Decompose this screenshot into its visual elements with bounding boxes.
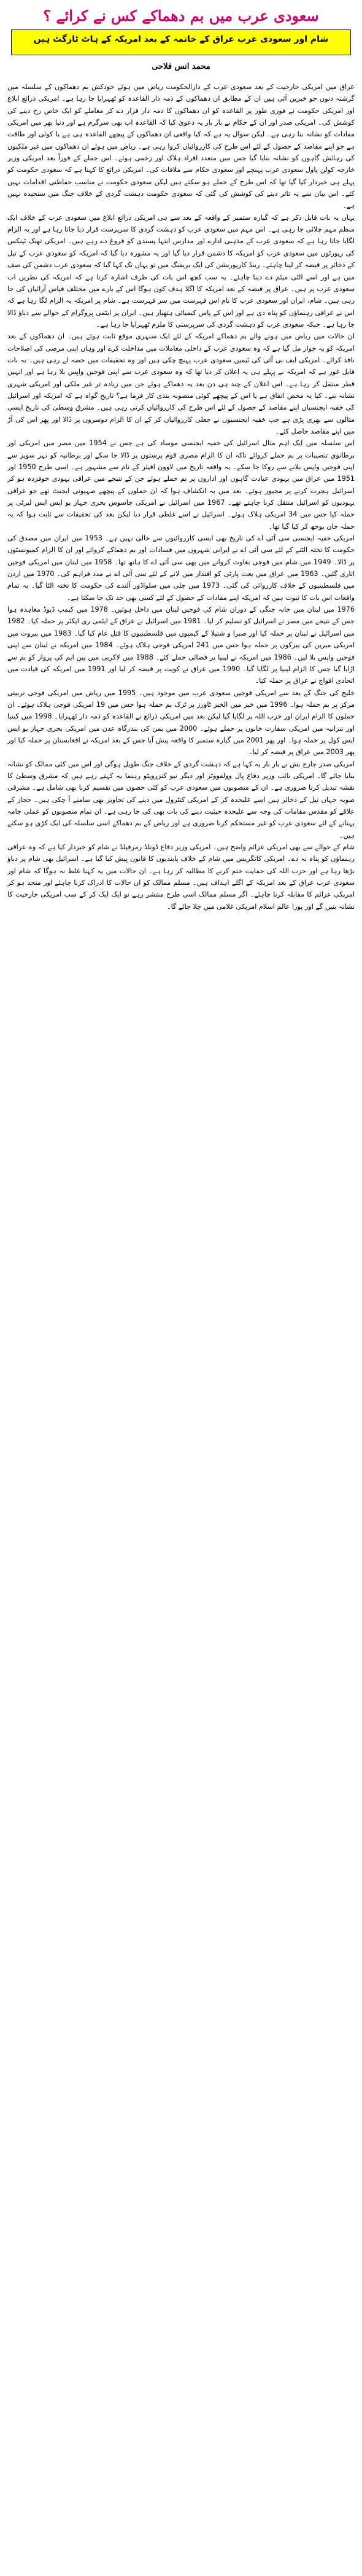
- article-paragraph: امریکی صدر جارج بش نے بار بار یہ کہا ہے کہ دہشت گردی کے خلاف جنگ طویل ہوگی اور اس میں کئی ممالک کو نشانہ بنایا جائے گا۔ امریکی نائب وزیر دفاع پال وولفووٹز اور دیگر نیو کنزرویٹو رہنما یہ کہتے رہے ہیں کہ مشرق وسطیٰ کا نقشہ تبدیل کرنا ضروری ہے۔ ان کے منصوبوں میں سعودی عرب کو کئی حصوں میں تقسیم کرنا بھی شامل ہے۔ مشرقی صوبہ جہاں تیل کے ذخائر ہیں اسے علیحدہ کر کے امریکی کنٹرول میں دینے کی تجاویز بھی سامنے آ چکی ہیں۔ حجاز کے علاقے کو مقدس مقامات کی وجہ سے علیحدہ حیثیت دینے کی بات بھی کی جا رہی ہے۔ ان تمام منصوبوں کو عملی جامہ پہنانے کے لئے سعودی عرب کو غیر مستحکم کرنا ضروری ہے اور ریاض کے بم دھماکے اسی سلسلہ کی ایک کڑی ہو سکتے ہیں۔: [7, 760, 355, 839]
- article-paragraph: ان حالات میں ریاض میں ہونے والے بم دھماکے امریکہ کے لئے ایک سنہری موقع ثابت ہوئے ہیں۔ ان دھماکوں کے بعد امریکہ کو یہ جواز مل گیا ہے کہ وہ سعودی عرب کے داخلی معاملات میں مداخلت کرے اور وہاں اپنی مرضی کی اصلاحات نافذ کرائے۔ امریکی ایف بی آئی کی ٹیمیں سعودی عرب پہنچ چکی ہیں اور وہ تحقیقات میں حصہ لے رہی ہیں۔ یہ بات قابل غور ہے کہ امریکہ نے پہلے ہی یہ اعلان کر دیا تھا کہ وہ سعودی عرب سے اپنی فوجیں واپس بلا رہا ہے اور انہیں قطر منتقل کر رہا ہے۔ اس اعلان کے چند ہی دن بعد یہ دھماکے ہوئے جن میں زیادہ تر غیر ملکی اور امریکی شہری نشانہ بنے۔ کیا یہ محض اتفاق ہے یا اس کے پیچھے کوئی منصوبہ بندی کار فرما ہے؟ تاریخ گواہ ہے کہ امریکہ اور اسرائیل کی خفیہ ایجنسیاں اپنے مقاصد کے حصول کے لئے اس طرح کی کارروائیاں کرتی رہی ہیں۔ مشرق وسطیٰ کی تاریخ ایسی مثالوں سے بھری پڑی ہے جب خفیہ ایجنسیوں نے جعلی کارروائیاں کر کے ان کا الزام دوسروں پر ڈالا اور پھر اس کی آڑ میں اپنے مقاصد حاصل کئے۔: [7, 332, 355, 435]
- article-byline: محمد انس فلاحی: [152, 62, 210, 71]
- article-paragraph: عراق میں امریکی جارحیت کے بعد سعودی عرب کے دارالحکومت ریاض میں ہوئے خودکش بم دھماکوں کے سلسلہ میں گزشتہ دنوں جو خبریں آئی ہیں ان کے مطابق ان دھماکوں کے ذمہ دار القاعدہ کو ٹھہرایا جا رہا ہے۔ امریکی ذرائع ابلاغ اور امریکی حکومت نے فوری طور پر القاعدہ کو ان دھماکوں کا ذمہ دار قرار دے کر معاملے کو ایک خاص رخ دینے کی کوشش کی۔ امریکی صدر اور ان کے حکام نے بار بار یہ دعویٰ کیا کہ القاعدہ اب بھی سرگرم ہے اور دنیا بھر میں امریکی مفادات کو نشانہ بنا رہی ہے۔ لیکن سوال یہ ہے کہ کیا واقعی ان دھماکوں کے پیچھے القاعدہ ہی ہے یا کوئی اور طاقت ہے جو اپنے مقاصد کے حصول کے لئے اس طرح کی کارروائیاں کروا رہی ہے۔ ریاض میں ہوئے ان دھماکوں میں غیر ملکیوں کی رہائش گاہوں کو نشانہ بنایا گیا جس میں متعدد افراد ہلاک اور زخمی ہوئے۔ اس حملے کے فوراً بعد امریکی وزیر خارجہ کولن پاول سعودی عرب پہنچے اور سعودی حکام سے ملاقات کی۔ امریکی ذرائع کا کہنا ہے کہ سعودی حکومت کو پہلے ہی خبردار کیا گیا تھا کہ اس طرح کے حملے ہو سکتے ہیں لیکن سعودی حکومت نے مناسب حفاظتی اقدامات نہیں کئے۔ اس بیان سے یہ تاثر دینے کی کوشش کی گئی کہ سعودی حکومت دہشت گردی کے خلاف جنگ میں سنجیدہ نہیں ہے۔: [7, 83, 355, 210]
- article-paragraph: 1976 میں لبنان میں خانہ جنگی کے دوران شام کی فوجیں لبنان میں داخل ہوئیں۔ 1978 میں کیمپ ڈیوڈ معاہدہ ہوا جس کے نتیجے میں مصر نے اسرائیل کو تسلیم کر لیا۔ 1981 میں اسرائیل نے عراق کے ایٹمی ری ایکٹر پر حملہ کیا۔ 1982 میں اسرائیل نے لبنان پر حملہ کیا اور صبرا و شتیلا کے کیمپوں میں فلسطینیوں کا قتل عام کیا گیا۔ 1983 میں بیروت میں امریکی میرین کی بیرکوں پر حملہ ہوا جس میں 241 امریکی فوجی ہلاک ہوئے۔ 1984 میں امریکہ نے لبنان سے اپنی فوجیں واپس بلا لیں۔ 1986 میں امریکہ نے لیبیا پر فضائی حملے کئے۔ 1988 میں لاکربی میں پین ایم کی پرواز کو بم سے اڑایا گیا جس کا الزام لیبیا پر لگایا گیا۔ 1990 میں عراق نے کویت پر قبضہ کر لیا اور 1991 میں امریکہ کی قیادت میں اتحادی افواج نے عراق پر حملہ کیا۔: [7, 605, 355, 685]
- article-headline: سعودی عرب میں بم دھماکے کس نے کرائے ؟: [43, 7, 319, 25]
- article-paragraph: امریکی خفیہ ایجنسی سی آئی اے کی تاریخ بھی ایسی کارروائیوں سے خالی نہیں ہے۔ 1953 میں ایران میں مصدق کی حکومت کا تختہ الٹنے کے لئے سی آئی اے نے ایرانی شہروں میں فسادات اور بم دھماکے کروائے اور ان کا الزام کمیونسٹوں پر ڈالا۔ 1949 میں شام میں فوجی بغاوت کروانے میں بھی سی آئی اے کا ہاتھ تھا۔ 1958 میں لبنان میں امریکی فوجیں اتاری گئیں۔ 1963 میں عراق میں بعث پارٹی کو اقتدار میں لانے کے لئے سی آئی اے نے مدد فراہم کی۔ 1970 میں اردن میں فلسطینیوں کے خلاف کارروائی کی گئی۔ 1973 میں چلی میں سلواڈور آلندے کی حکومت کا تختہ الٹا گیا۔ یہ تمام واقعات اس بات کا ثبوت ہیں کہ امریکہ اپنے مفادات کے حصول کے لئے کسی بھی حد تک جا سکتا ہے۔: [7, 534, 355, 602]
- article-paragraph: اس سلسلہ میں ایک اہم مثال اسرائیل کی خفیہ ایجنسی موساد کی ہے جس نے 1954 میں مصر میں امریکی اور برطانوی تنصیبات پر بم حملے کروائے تاکہ ان کا الزام مصری قوم پرستوں پر ڈالا جا سکے اور برطانیہ کو نہر سویز سے اپنی فوجیں واپس بلانے سے روکا جا سکے۔ یہ واقعہ تاریخ میں لاوون افیئر کے نام سے مشہور ہے۔ اسی طرح 1950 اور 1951 میں عراق میں یہودی عبادت گاہوں اور اداروں پر بم حملے ہوئے جن کے نتیجے میں عراقی یہودی خوفزدہ ہو کر اسرائیل ہجرت کرنے پر مجبور ہوئے۔ بعد میں یہ انکشاف ہوا کہ ان حملوں کے پیچھے صہیونی ایجنٹ تھے جو عراقی یہودیوں کو اسرائیل منتقل کرنا چاہتے تھے۔ 1967 میں اسرائیل نے امریکی جاسوس بحری جہاز یو ایس ایس لبرٹی پر حملہ کیا جس میں 34 امریکی ہلاک ہوئے۔ اسرائیل نے اسے غلطی قرار دیا لیکن بعد کی تحقیقات سے ثابت ہوا کہ یہ حملہ جان بوجھ کر کیا گیا تھا۔: [7, 439, 355, 531]
- article-subheadline: شام اور سعودی عرب عراق کے خاتمہ کے بعد امریکہ کے ہاٹ ٹارگٹ ہیں: [11, 29, 351, 55]
- article-paragraph: شام کے حوالے سے بھی امریکی عزائم واضح ہیں۔ امریکی وزیر دفاع ڈونلڈ رمزفیلڈ نے شام کو خبردار کیا ہے کہ وہ عراقی رہنماؤں کو پناہ نہ دے۔ امریکی کانگریس میں شام کے خلاف پابندیوں کا قانون پیش کیا گیا ہے۔ اسرائیل بھی شام پر دباؤ بڑھا رہا ہے اور حزب اللہ کی حمایت ختم کرنے کا مطالبہ کر رہا ہے۔ ان حالات میں یہ کہنا غلط نہ ہوگا کہ شام اور سعودی عرب عراق کے بعد امریکہ کے اگلے اہداف ہیں۔ مسلم ممالک کو ان حالات کا ادراک کرنا چاہئے اور متحد ہو کر امریکی عزائم کا مقابلہ کرنا چاہئے۔ اگر مسلم ممالک اسی طرح منتشر رہے تو ایک ایک کر کے سب امریکی جارحیت کا نشانہ بنیں گے اور پورا عالم اسلام امریکی غلامی میں چلا جائے گا۔: [7, 843, 355, 911]
- article-paragraph: خلیج کی جنگ کے بعد سے امریکی فوجیں سعودی عرب میں موجود ہیں۔ 1995 میں ریاض میں امریکی فوجی تربیتی مرکز پر بم حملہ ہوا۔ 1996 میں خبر میں الخبر ٹاورز پر ٹرک بم حملہ ہوا جس میں 19 امریکی فوجی ہلاک ہوئے۔ ان حملوں کا الزام ایران اور حزب اللہ پر لگایا گیا لیکن بعد میں امریکی ذرائع نے القاعدہ کو ذمہ دار ٹھہرایا۔ 1998 میں کینیا اور تنزانیہ میں امریکی سفارت خانوں پر حملے ہوئے۔ 2000 میں یمن کی بندرگاہ عدن میں امریکی بحری جہاز یو ایس ایس کول پر حملہ ہوا۔ اور پھر 2001 میں گیارہ ستمبر کا واقعہ پیش آیا جس کے بعد امریکہ نے افغانستان پر حملہ کیا اور پھر 2003 میں عراق پر قبضہ کر لیا۔: [7, 688, 355, 757]
- article-body: [7, 81, 355, 2571]
- article-paragraph: یہاں یہ بات قابل ذکر ہے کہ گیارہ ستمبر کے واقعہ کے بعد سے ہی امریکی ذرائع ابلاغ میں سعودی عرب کے خلاف ایک منظم مہم چلائی جا رہی ہے۔ اس مہم میں سعودی عرب کو دہشت گردی کا سرپرست قرار دیا جاتا رہا ہے اور یہ الزام لگایا جاتا رہا ہے کہ سعودی عرب کے مذہبی ادارے اور مدارس انتہا پسندی کو فروغ دے رہے ہیں۔ امریکی تھنک ٹینکس کی رپورٹوں میں سعودی عرب کو امریکہ کا دشمن قرار دیا گیا اور یہ مشورہ دیا گیا کہ امریکہ کو سعودی عرب کے تیل کے ذخائر پر قبضہ کر لینا چاہئے۔ رینڈ کارپوریشن کی ایک بریفنگ میں تو یہاں تک کہا گیا کہ سعودی عرب دشمن کی صف میں ہے اور اسے الٹی میٹم دے دینا چاہئے۔ یہ سب کچھ اس بات کی طرف اشارہ کرتا ہے کہ امریکہ کی نظریں اب سعودی عرب پر ہیں۔ عراق پر قبضہ کے بعد امریکہ کا اگلا ہدف کون ہوگا اس کے بارے میں مختلف قیاس آرائیاں کی جا رہی ہیں۔ شام، ایران اور سعودی عرب کا نام اس فہرست میں سر فہرست ہے۔ شام پر امریکہ یہ الزام لگا رہا ہے کہ اس نے عراقی رہنماؤں کو پناہ دی ہے اور اس کے پاس کیمیائی ہتھیار ہیں۔ ایران پر ایٹمی پروگرام کے حوالے سے دباؤ ڈالا جا رہا ہے۔ جبکہ سعودی عرب کو دہشت گردی کی سرپرستی کا ملزم ٹھہرایا جا رہا ہے۔: [7, 213, 355, 329]
